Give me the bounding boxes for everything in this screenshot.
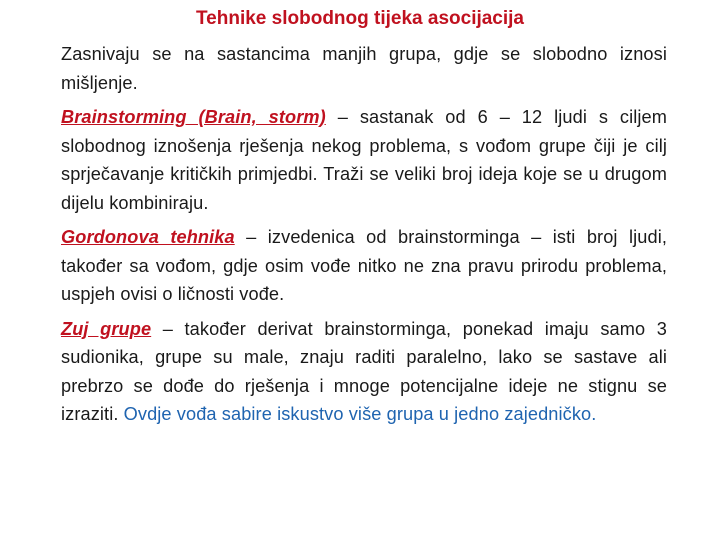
zuj-term: Zuj grupe — [61, 318, 152, 339]
brainstorming-paragraph — [61, 103, 667, 217]
slide-body — [61, 40, 667, 435]
zuj-description: – također derivat brainstorminga, ponekad imaju samo 3 sudionika, grupe su male, znaju raditi paralelno, lako se sastave ali prebrzo se dođe do rješenja i mnoge potencijalne ideje ne stignu se izraziti. — [61, 318, 667, 424]
slide-title: Tehnike slobodnog tijeka asocijacija — [195, 8, 525, 29]
gordon-term: Gordonova tehnika — [61, 227, 235, 247]
gordon-description: – izvedenica od brainstorminga – isti broj ljudi, također sa vođom, gdje osim vođe nitko ne zna pravu prirodu problema, uspjeh ovisi o ličnosti vođe. — [61, 227, 667, 304]
brainstorming-description: – sastanak od 6 – 12 ljudi s ciljem slobodnog iznošenja rješenja nekog problema, s vođom grupe čiji je cilj sprječavanje kritičkih primjedbi. Traži se veliki broj ideja koje se u drugom dijelu kombiniraju. — [61, 107, 667, 213]
zuj-paragraph — [61, 315, 667, 429]
gordon-paragraph — [61, 223, 667, 309]
brainstorming-term: Brainstorming (Brain, storm) — [61, 107, 326, 127]
intro-paragraph: Zasnivaju se na sastancima manjih grupa, gdje se slobodno iznosi mišljenje. — [61, 44, 667, 93]
zuj-highlight: Ovdje vođa sabire iskustvo više grupa u jedno zajedničko. — [123, 404, 597, 424]
